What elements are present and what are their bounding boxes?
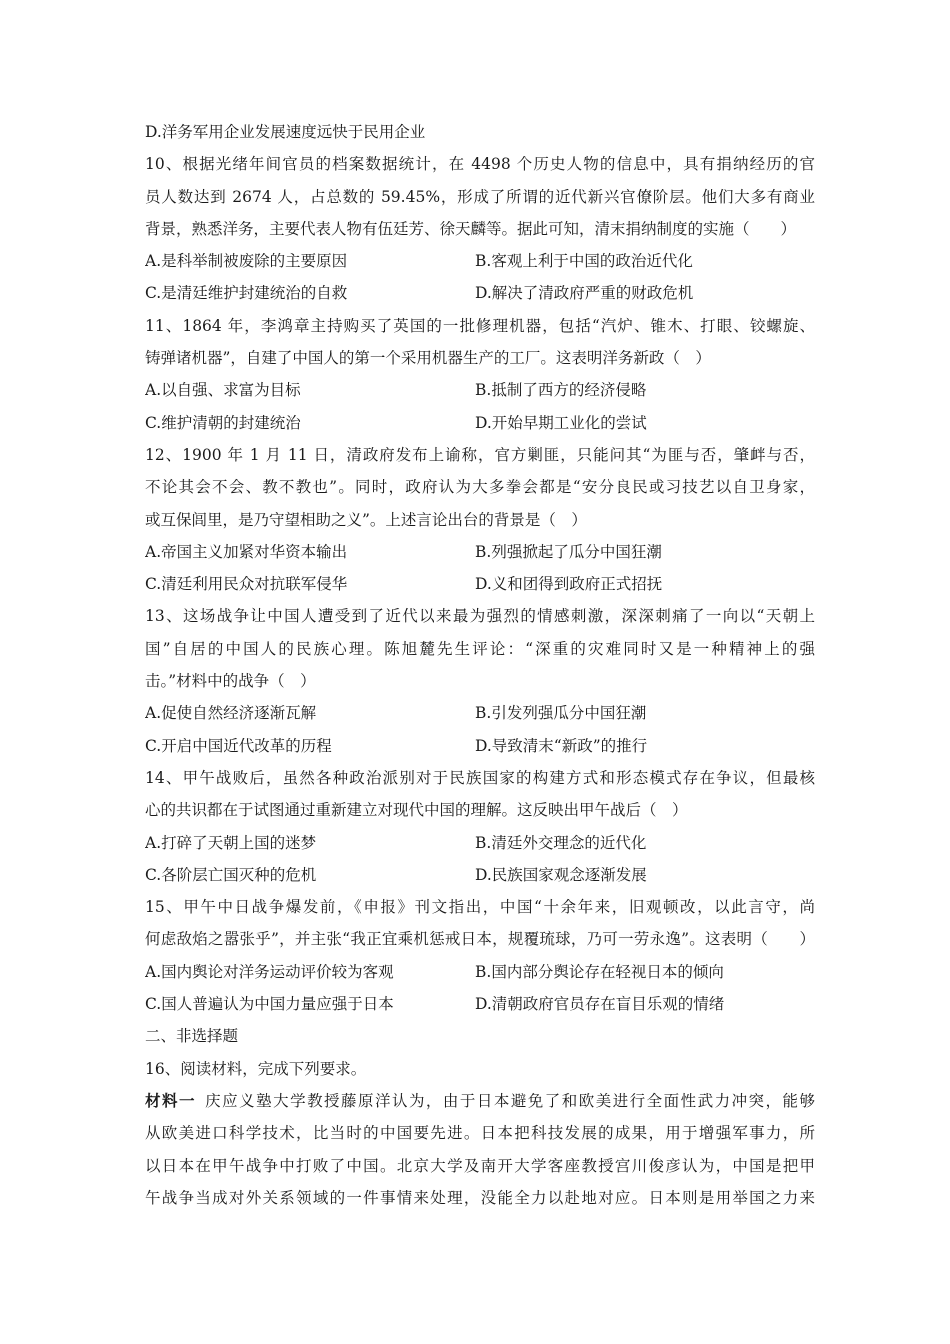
q12-options-row: [145, 536, 815, 568]
q16-material1-line: 从欧美进口科学技术，比当时的中国要先进。日本把科技发展的成果，用于增强军事力，所: [145, 1124, 815, 1143]
q13-stem-line: 13、这场战争让中国人遭受到了近代以来最为强烈的情感刺激，深深刺痛了一向以“天朝上: [145, 607, 815, 626]
q14-stem-line: 14、甲午战败后，虽然各种政治派别对于民族国家的构建方式和形态模式存在争议，但最核: [145, 768, 815, 787]
q11-option-a: A.以自强、求富为目标: [145, 381, 301, 400]
q16-material1-line: 午战争当成对外关系领域的一件事情来处理，没能全力以赴地对应。日本则是用举国之力来: [145, 1188, 815, 1207]
exam-page: [145, 116, 815, 1214]
q15-options-row: [145, 988, 815, 1020]
q12-options-row: [145, 568, 815, 600]
q14-option-b: B.清廷外交理念的近代化: [475, 833, 647, 852]
q14-stem-line: 心的共识都在于试图通过重新建立对现代中国的理解。这反映出甲午战后（ ）: [145, 801, 688, 820]
q10-stem-line: 10、根据光绪年间官员的档案数据统计，在 4498 个历史人物的信息中，具有捐纳经历的官: [145, 155, 815, 174]
q12-option-d: D.义和团得到政府正式招抚: [475, 575, 663, 594]
q13-option-d: D.导致清末“新政”的推行: [475, 736, 648, 755]
material-label: 材料一: [145, 1090, 196, 1110]
q13-stem-line: 击。”材料中的战争（ ）: [145, 672, 316, 691]
question-12: [145, 439, 815, 600]
q15-option-b: B.国内部分舆论存在轻视日本的倾向: [475, 962, 724, 981]
q12-stem-line: 不论其会不会、教不教也”。同时，政府认为大多拳会都是“安分良民或习技艺以自卫身家，: [145, 478, 815, 497]
q14-option-c: C.各阶层亡国灭种的危机: [145, 865, 317, 884]
q10-stem-line: 背景，熟悉洋务，主要代表人物有伍廷芳、徐天麟等。据此可知，清末捐纳制度的实施（ ）: [145, 219, 797, 238]
q15-stem-line: 何虑敌焰之嚣张乎”，并主张“我正宜乘机惩戒日本，规覆琉球，乃可一劳永逸”。这表明（ ）: [145, 930, 815, 949]
q11-stem-line: 11、1864 年，李鸿章主持购买了英国的一批修理机器，包括“汽炉、锥木、打眼、铰螺旋、: [145, 316, 815, 335]
q11-options-row: [145, 407, 815, 439]
q14-options-row: [145, 827, 815, 859]
q10-options-row: [145, 245, 815, 277]
q12-stem-line: 12、1900 年 1 月 11 日，清政府发布上谕称，官方剿匪，只能问其“为匪与否，肇衅与否，: [145, 445, 815, 464]
q12-option-a: A.帝国主义加紧对华资本输出: [145, 542, 348, 561]
question-15: [145, 891, 815, 1020]
section-heading: 二、非选择题: [145, 1027, 239, 1046]
q13-options-row: [145, 697, 815, 729]
q10-option-b: B.客观上利于中国的政治近代化: [475, 252, 693, 271]
question-14: [145, 762, 815, 891]
q13-stem-line: 国”自居的中国人的民族心理。陈旭麓先生评论：“深重的灾难同时又是一种精神上的强: [145, 639, 815, 658]
question-16: [145, 1053, 815, 1214]
q13-option-c: C.开启中国近代改革的历程: [145, 736, 332, 755]
q11-option-c: C.维护清朝的封建统治: [145, 413, 301, 432]
question-11: [145, 310, 815, 439]
q13-option-a: A.促使自然经济逐渐瓦解: [145, 704, 317, 723]
q15-option-c: C.国人普遍认为中国力量应强于日本: [145, 995, 394, 1014]
q11-stem-line: 铸弹诸机器”，自建了中国人的第一个采用机器生产的工厂。这表明洋务新政（ ）: [145, 349, 711, 368]
q10-option-a: A.是科举制被废除的主要原因: [145, 252, 348, 271]
q10-options-row: [145, 277, 815, 309]
q13-option-b: B.引发列强瓜分中国狂潮: [475, 704, 647, 723]
question-13: [145, 600, 815, 761]
q14-options-row: [145, 859, 815, 891]
q14-option-d: D.民族国家观念逐渐发展: [475, 865, 647, 884]
q11-options-row: [145, 374, 815, 406]
question-10: [145, 148, 815, 309]
q12-option-b: B.列强掀起了瓜分中国狂潮: [475, 542, 662, 561]
q12-option-c: C.清廷利用民众对抗联军侵华: [145, 575, 348, 594]
q14-option-a: A.打碎了天朝上国的迷梦: [145, 833, 317, 852]
q15-option-d: D.清朝政府官员存在盲目乐观的情绪: [475, 995, 725, 1014]
q15-stem-line: 15、甲午中日战争爆发前，《申报》刊文指出，中国“十余年来，旧观顿改，以此言守，尚: [145, 898, 815, 917]
q16-material1-line: [145, 1085, 815, 1117]
q16-material1-line: 以日本在甲午战争中打败了中国。北京大学及南开大学客座教授宫川俊彦认为，中国是把甲: [145, 1156, 815, 1175]
q10-option-d: D.解决了清政府严重的财政危机: [475, 284, 694, 303]
q16-stem: 16、阅读材料，完成下列要求。: [145, 1059, 367, 1078]
q13-options-row: [145, 730, 815, 762]
q9-option-d: D.洋务军用企业发展速度远快于民用企业: [145, 123, 426, 141]
q12-stem-line: 或互保闾里，是乃守望相助之义”。上述言论出台的背景是（ ）: [145, 510, 587, 529]
q10-stem-line: 员人数达到 2674 人，占总数的 59.45%，形成了所谓的近代新兴官僚阶层。他们大多有商业: [145, 187, 815, 206]
q10-option-c: C.是清廷维护封建统治的自救: [145, 284, 348, 303]
q11-option-b: B.抵制了西方的经济侵略: [475, 381, 647, 400]
q15-options-row: [145, 956, 815, 988]
material-text: 庆应义塾大学教授藤原洋认为，由于日本避免了和欧美进行全面性武力冲突，能够: [203, 1091, 815, 1110]
q15-option-a: A.国内舆论对洋务运动评价较为客观: [145, 962, 394, 981]
q11-option-d: D.开始早期工业化的尝试: [475, 413, 647, 432]
